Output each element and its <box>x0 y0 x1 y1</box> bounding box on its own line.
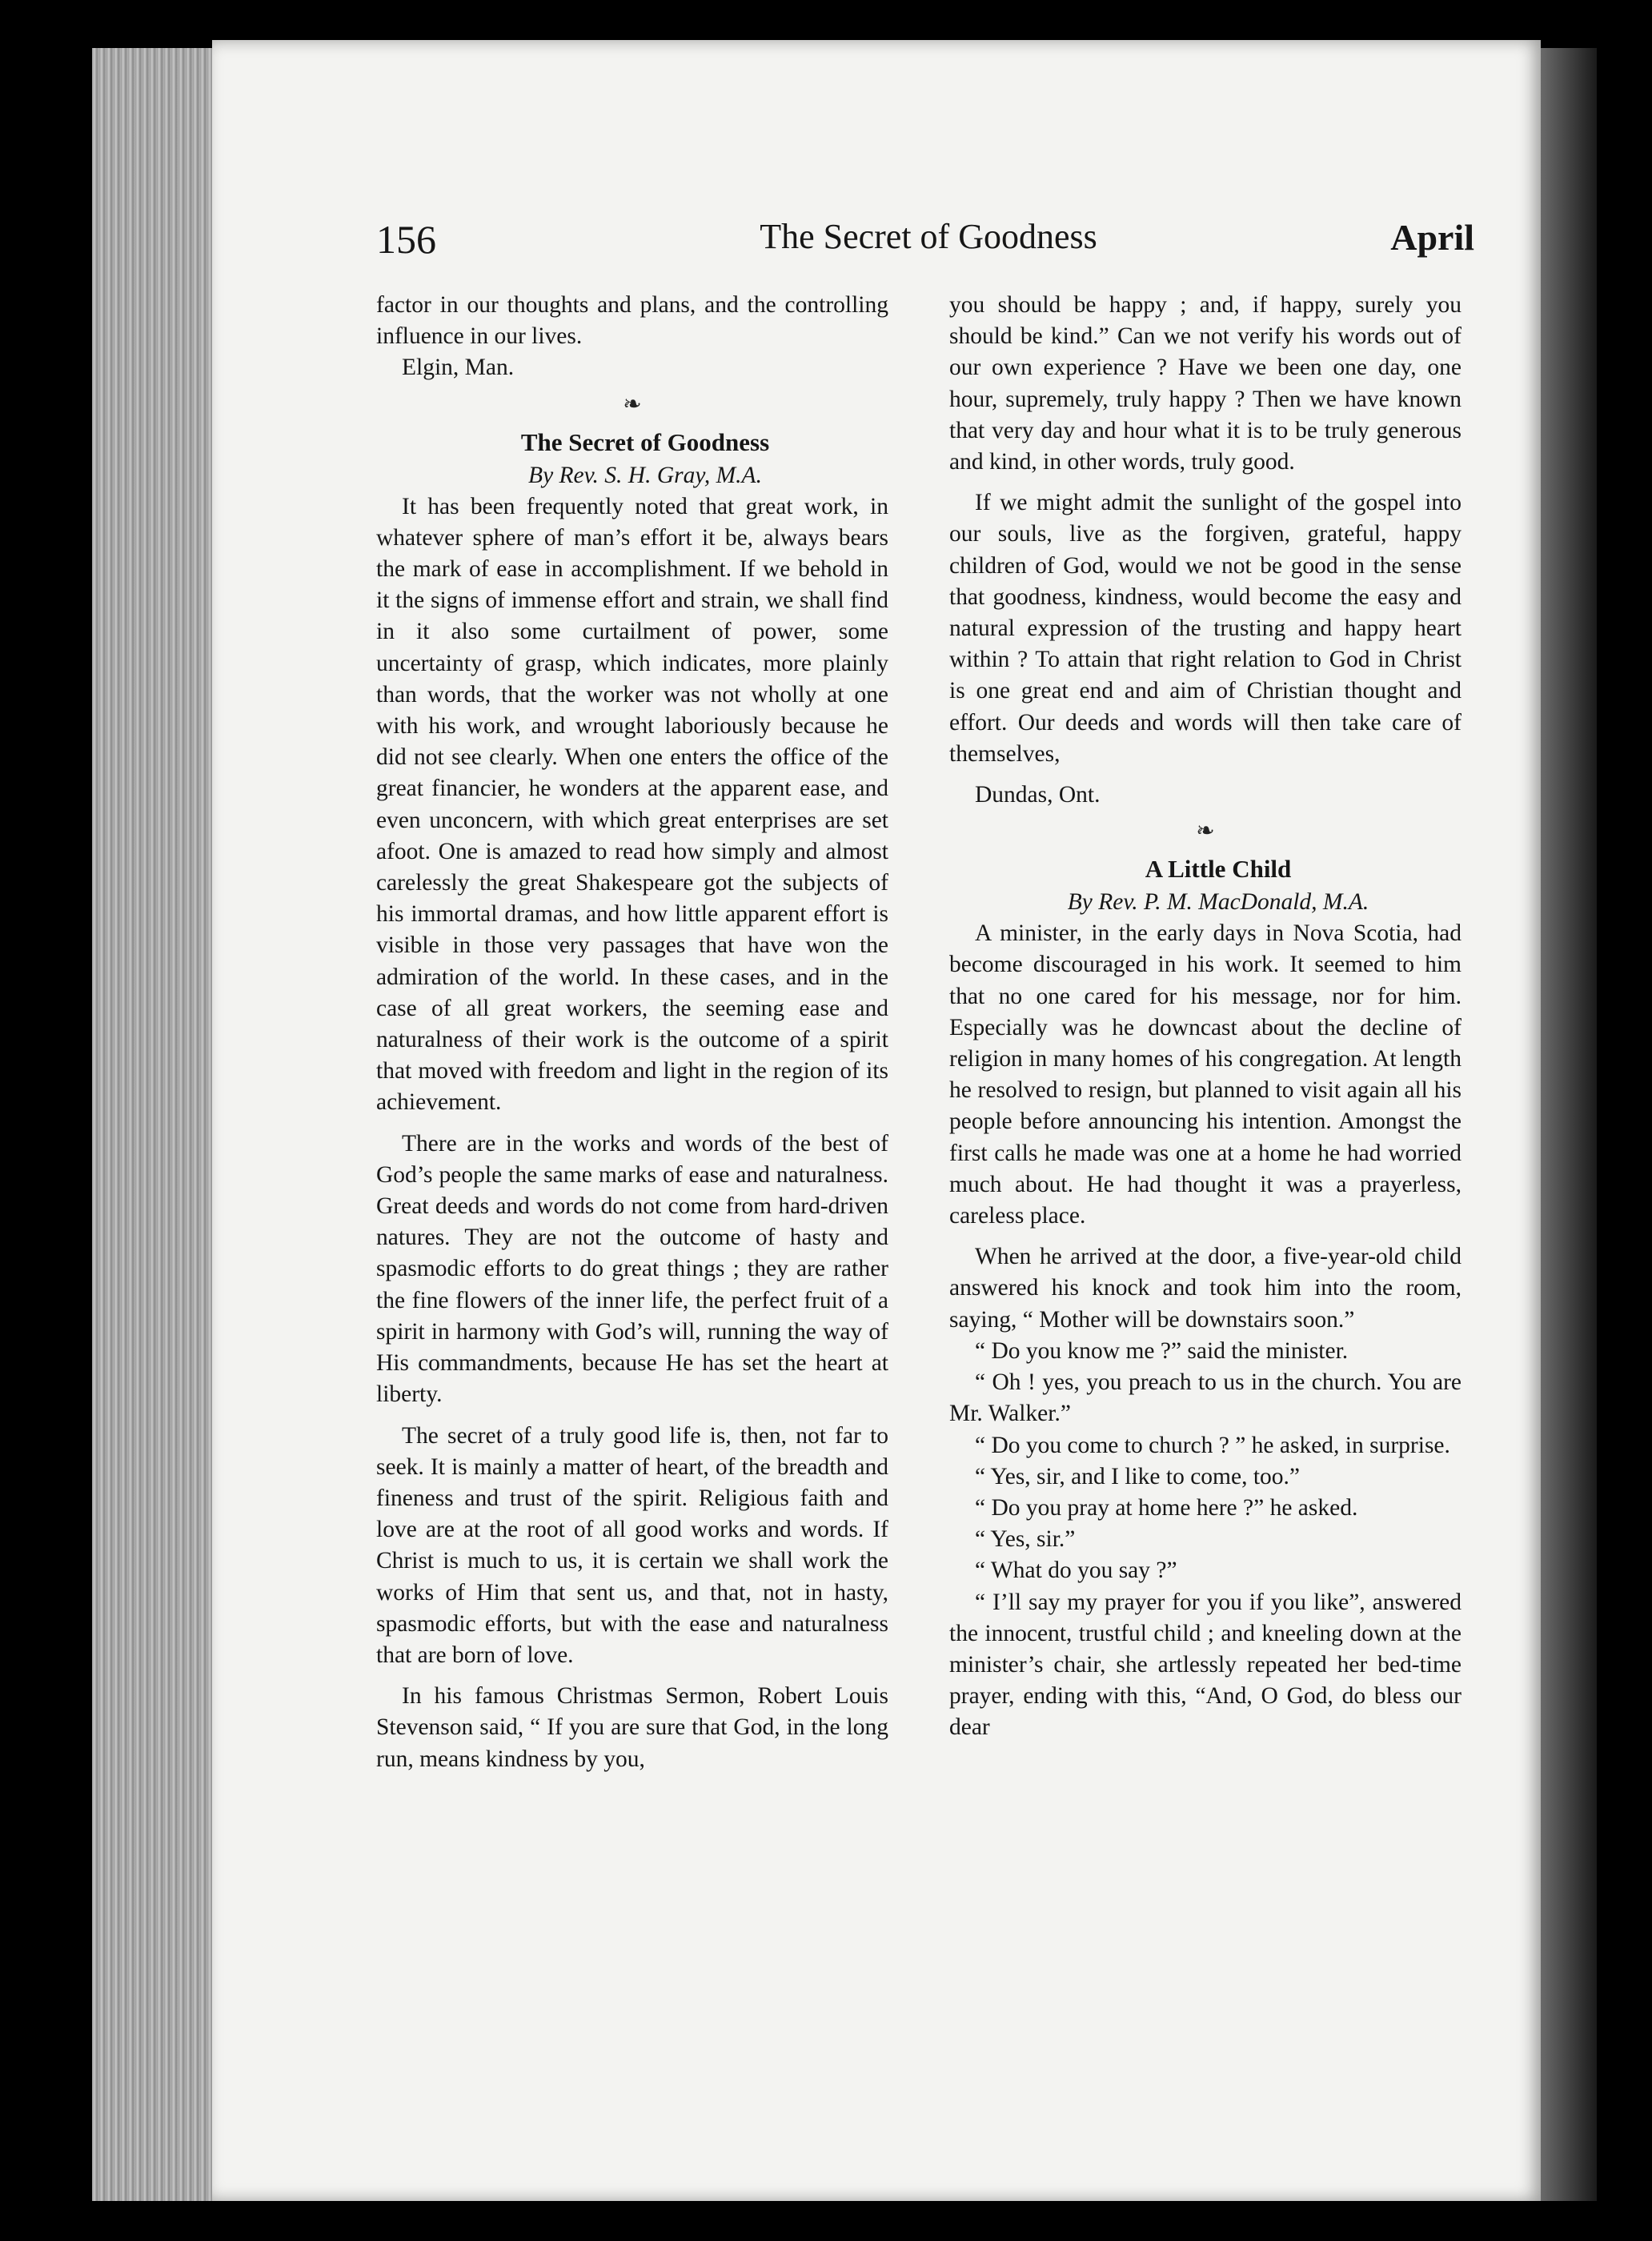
article-title: The Secret of Goodness <box>520 427 770 456</box>
article-byline: By Rev. S. H. Gray, M.A. <box>528 462 762 488</box>
article-byline: By Rev. P. M. MacDonald, M.A. <box>1067 889 1369 916</box>
paragraph: A minister, in the early days in Nova Scotia, had become discouraged in his work. It seemed to him that no one cared for his message, nor for him. Especially was he downcast about the decline of religion in many homes of his congregation. At length he resolved to resign, but planned to visit again all his people before announcing his intention. Amongst the first calls he made was one at a home he had worried much about. He had thought it was a prayerless, careless place. <box>949 920 1462 1229</box>
page-number: 156 <box>376 217 436 262</box>
continued-paragraph: you should be happy ; and, if happy, surely you should be kind.” Can we not verify his words out of our own experience ? Have we been one day, one hour, supremely, truly happy ? Then we have known that very day and hour what it is to be truly generous and kind, in other words, truly good. <box>949 292 1462 475</box>
dialogue-line: “ Do you pray at home here ?” he asked. <box>975 1494 1358 1521</box>
dialogue-line: “ I’ll say my prayer for you if you like”, answered the innocent, trustful child ; and kneeling down at the minister’s chair, she artlessly repeated her bed-time prayer, ending with this, “And, O God, do bless our dear <box>949 1589 1462 1741</box>
paragraph: It has been frequently noted that great work, in whatever sphere of man’s effort it be, always bears the mark of ease in accomplishment. If we behold in it the signs of immense effort and strain, we shall find in it also some curtailment of power, some uncertainty of grasp, which indicates, more plainly than words, that the worker was not wholly at one with his work, and wrought laboriously because he did not see clearly. When one enters the office of the great financier, he wonders at the apparent ease, and even unconcern, with which great enterprises are set afoot. One is amazed to read how simply and almost carelessly the great Shakespeare got the subjects of his immortal dramas, and how little apparent effort is visible in those very passages that have won the admiration of the world. In these cases, and in the case of all great workers, the seeming ease and naturalness of their work is the outcome of a spirit that moved with freedom and light in the region of its achievement. <box>376 493 888 1116</box>
dialogue-line: “ Oh ! yes, you preach to us in the church. You are Mr. Walker.” <box>949 1369 1462 1427</box>
dialogue-line: “ Do you come to church ? ” he asked, in surprise. <box>975 1432 1450 1458</box>
ornament-fleuron-icon: ❧ <box>1196 819 1215 844</box>
paragraph: There are in the works and words of the best of God’s people the same marks of ease and naturalness. Great deeds and words do not come from hard-driven natures. They are not the outcome of hasty and spasmodic efforts to do great things ; they are rather the fine flowers of the inner life, the perfect fruit of a spirit in harmony with God’s will, running the way of His commandments, because He has set the heart at liberty. <box>376 1130 888 1408</box>
paragraph: In his famous Christmas Sermon, Robert Louis Stevenson said, “ If you are sure that God, in the long run, means kindness by you, <box>376 1683 888 1772</box>
ornament-fleuron-icon: ❧ <box>623 391 642 417</box>
paragraph: The secret of a truly good life is, then, not far to seek. It is mainly a matter of heart, of the breadth and fineness and trust of the spirit. Religious faith and love are at the root of all good works and words. If Christ is much to us, it is certain we shall work the works of Him that sent us, and that, not in hasty, spasmodic efforts, but with the ease and naturalness that are born of love. <box>376 1422 888 1668</box>
issue-month: April <box>1390 217 1474 258</box>
running-title: The Secret of Goodness <box>760 217 1097 256</box>
author-location: Elgin, Man. <box>402 355 515 381</box>
author-location: Dundas, Ont. <box>975 782 1101 808</box>
dialogue-line: “ What do you say ?” <box>975 1557 1177 1584</box>
article-title: A Little Child <box>1145 855 1292 884</box>
running-header <box>376 216 1481 264</box>
right-column <box>949 290 1462 1744</box>
paragraph: If we might admit the sunlight of the gospel into our souls, live as the forgiven, grateful, happy children of God, would we not be good in the sense that goodness, kindness, would become the easy and natural expression of the trusting and happy heart within ? To attain that right relation to God in Christ is one great end and aim of Christian thought and effort. Our deeds and words will then take care of themselves, <box>949 490 1462 767</box>
dialogue-line: “ Yes, sir, and I like to come, too.” <box>975 1463 1301 1489</box>
dialogue-line: “ Yes, sir.” <box>975 1526 1076 1553</box>
left-column <box>376 290 888 1775</box>
paragraph: When he arrived at the door, a five-year-old child answered his knock and took him into the room, saying, “ Mother will be downstairs soon.” <box>949 1244 1462 1333</box>
book-binding-shadow <box>1541 48 1597 2201</box>
dialogue-line: “ Do you know me ?” said the minister. <box>975 1337 1349 1364</box>
continued-paragraph: factor in our thoughts and plans, and the controlling influence in our lives. <box>376 292 888 350</box>
